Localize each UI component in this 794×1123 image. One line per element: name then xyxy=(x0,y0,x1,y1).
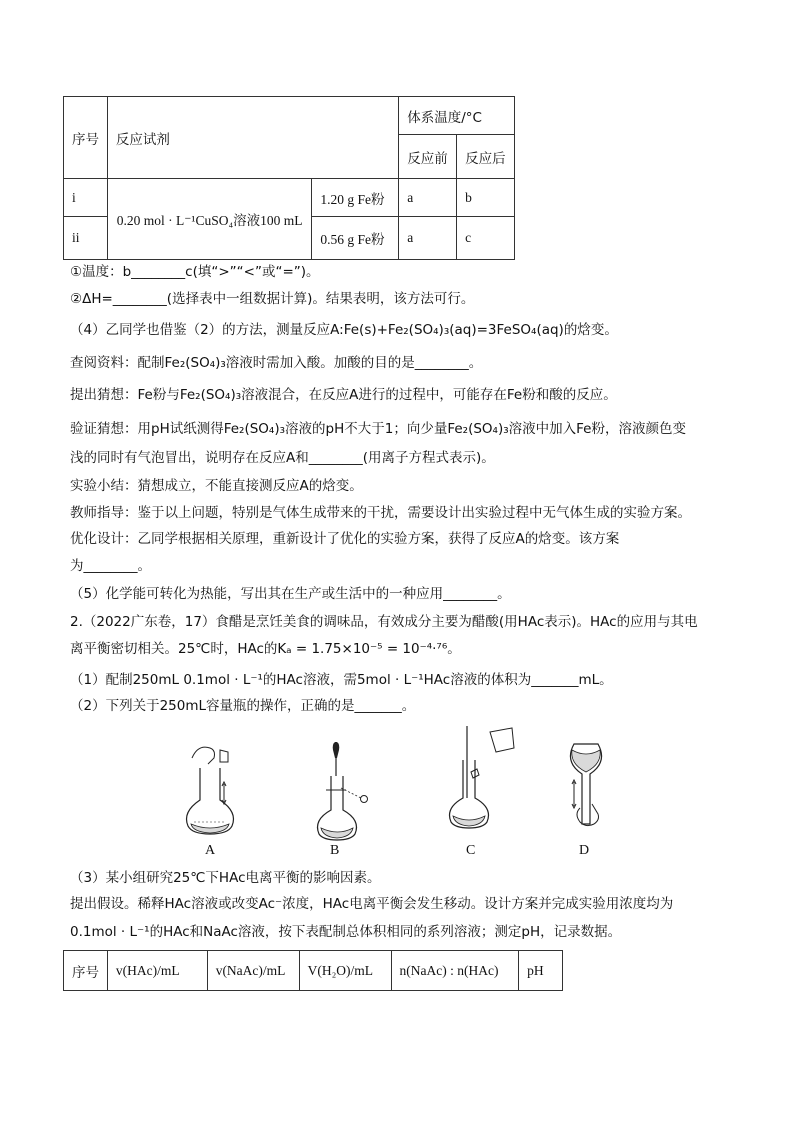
header-ph: pH xyxy=(519,951,563,991)
question-line: 验证猜想：用pH试纸测得Fe₂(SO₄)₃溶液的pH不大于1；向少量Fe₂(SO₄)₃溶液中加入Fe粉，溶液颜色变 xyxy=(70,421,686,437)
question-line: 提出假设。稀释HAc溶液或改变Ac⁻浓度，HAc电离平衡会发生移动。设计方案并完成实验用浓度均为 xyxy=(70,896,674,912)
figure-label-d: D xyxy=(579,843,590,858)
question-line: 浅的同时有气泡冒出，说明存在反应A和________(用离子方程式表示)。 xyxy=(70,450,495,466)
question-line: 教师指导：鉴于以上问题，特别是气体生成带来的干扰，需要设计出实验过程中无气体生成的实验方案。 xyxy=(70,505,691,521)
question-line: （5）化学能可转化为热能，写出其在生产或生活中的一种应用________。 xyxy=(70,586,511,602)
question-line: （1）配制250mL 0.1mol · L⁻¹的HAc溶液，需5mol · L⁻¹HAc溶液的体积为_______mL。 xyxy=(70,672,613,688)
hac-data-table xyxy=(63,950,563,991)
row-before: a xyxy=(399,179,457,217)
question-line: （2）下列关于250mL容量瓶的操作，正确的是_______。 xyxy=(70,698,416,714)
header-after: 反应后 xyxy=(457,135,515,179)
question-line: 查阅资料：配制Fe₂(SO₄)₃溶液时需加入酸。加酸的目的是________。 xyxy=(70,355,483,371)
temperature-table xyxy=(63,96,515,260)
question-line: （3）某小组研究25℃下HAc电离平衡的影响因素。 xyxy=(70,870,381,886)
question-line: ②ΔH=________(选择表中一组数据计算)。结果表明，该方法可行。 xyxy=(70,291,475,307)
row-iron: 0.56 g Fe粉 xyxy=(312,217,399,260)
question-line: 实验小结：猜想成立，不能直接测反应A的焓变。 xyxy=(70,478,363,494)
header-v-h2o: V(H₂O)/mL xyxy=(299,951,391,991)
header-ratio: n(NaAc) : n(HAc) xyxy=(391,951,519,991)
question-line: 离平衡密切相关。25℃时，HAc的Kₐ = 1.75×10⁻⁵ = 10⁻⁴·⁷⁶。 xyxy=(70,641,461,657)
header-index: 序号 xyxy=(64,97,108,179)
row-iron: 1.20 g Fe粉 xyxy=(312,179,399,217)
row-after: c xyxy=(457,217,515,260)
header-index: 序号 xyxy=(64,951,108,991)
figure-label-c: C xyxy=(466,843,476,858)
row-index: i xyxy=(64,179,108,217)
question-line: 0.1mol · L⁻¹的HAc和NaAc溶液，按下表配制总体积相同的系列溶液；测定pH，记录数据。 xyxy=(70,924,622,940)
flask-inverting-illustration xyxy=(560,740,620,850)
header-before: 反应前 xyxy=(399,135,457,179)
header-temperature: 体系温度/°C xyxy=(399,97,515,135)
flask-dropper-illustration xyxy=(305,736,375,851)
header-reagent: 反应试剂 xyxy=(107,97,398,179)
row-index: ii xyxy=(64,217,108,260)
figure-label-b: B xyxy=(330,843,340,858)
question-line: （4）乙同学也借鉴（2）的方法，测量反应A:Fe(s)+Fe₂(SO₄)₃(aq)=3FeSO₄(aq)的焓变。 xyxy=(70,322,618,338)
question-line: 2.（2022广东卷，17）食醋是烹饪美食的调味品，有效成分主要为醋酸(用HAc表示)。HAc的应用与其电 xyxy=(70,614,698,630)
reagent-cell: 0.20 mol · L⁻¹CuSO₄溶液100 mL xyxy=(107,179,312,260)
flask-shaking-illustration xyxy=(180,738,240,838)
flask-pouring-illustration xyxy=(445,724,515,839)
question-line: 提出猜想：Fe粉与Fe₂(SO₄)₃溶液混合，在反应A进行的过程中，可能存在Fe粉和酸的反应。 xyxy=(70,387,617,403)
row-before: a xyxy=(399,217,457,260)
header-v-hac: v(HAc)/mL xyxy=(107,951,207,991)
header-v-naac: v(NaAc)/mL xyxy=(207,951,299,991)
question-line: 为________。 xyxy=(70,558,151,574)
question-line: ①温度：b________c(填“>”“<”或“=”)。 xyxy=(70,264,320,280)
row-after: b xyxy=(457,179,515,217)
question-line: 优化设计：乙同学根据相关原理，重新设计了优化的实验方案，获得了反应A的焓变。该方案 xyxy=(70,531,620,547)
figure-label-a: A xyxy=(205,843,216,858)
